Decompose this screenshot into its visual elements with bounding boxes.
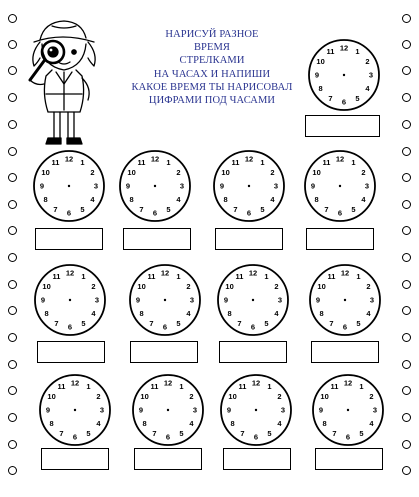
clock-numeral: 12 — [340, 268, 350, 278]
instruction-line: НА ЧАСАХ И НАПИШИ — [153, 68, 271, 80]
clock-center-dot — [154, 185, 156, 187]
clock-numeral: 2 — [277, 392, 282, 402]
clock-numeral: 6 — [152, 208, 158, 218]
clock-numeral: 6 — [345, 432, 351, 442]
clock-numeral: 1 — [267, 382, 272, 392]
clock-numeral: 10 — [140, 392, 149, 402]
punch-hole — [402, 386, 411, 395]
clock-numeral: 4 — [369, 419, 374, 429]
punch-hole — [8, 306, 17, 315]
clock-numeral: 4 — [274, 309, 279, 319]
clock-face — [129, 264, 201, 336]
clock-numeral: 6 — [342, 322, 348, 332]
clock-numeral: 3 — [372, 405, 378, 415]
clock-numeral: 10 — [317, 282, 326, 292]
answer-box[interactable] — [35, 228, 103, 250]
clock-numeral: 11 — [322, 158, 331, 168]
clock-center-dot — [252, 299, 254, 301]
clock-face — [308, 39, 380, 111]
clock-numeral: 2 — [270, 168, 275, 178]
clock-numeral: 1 — [355, 47, 360, 57]
punch-hole — [8, 360, 17, 369]
clock-numeral: 7 — [233, 205, 238, 214]
punch-hole — [8, 40, 17, 49]
clock-numeral: 11 — [326, 47, 335, 57]
clock-numeral: 1 — [356, 272, 361, 282]
clock-numeral: 11 — [51, 158, 60, 168]
clock-center-dot — [74, 409, 76, 411]
clock-numeral: 7 — [139, 205, 144, 214]
clock-numeral: 7 — [149, 319, 154, 328]
clock-numeral: 12 — [343, 378, 353, 388]
clock-numeral: 6 — [66, 208, 72, 218]
clock-numeral: 5 — [267, 429, 272, 438]
clock-numeral: 12 — [163, 378, 173, 388]
clock-numeral: 9 — [40, 295, 46, 305]
clock-face — [132, 374, 204, 446]
clock-numeral: 9 — [226, 405, 232, 415]
clock-numeral: 1 — [179, 382, 184, 392]
clock-numeral: 8 — [223, 195, 228, 205]
clock-numeral: 10 — [312, 168, 321, 178]
clock-numeral: 6 — [253, 432, 259, 442]
clock-numeral: 4 — [186, 309, 191, 319]
clock-face — [213, 150, 285, 222]
answer-box[interactable] — [315, 448, 383, 470]
clock-numeral: 11 — [231, 158, 240, 168]
clock-center-dot — [69, 299, 71, 301]
clock-numeral: 9 — [310, 181, 316, 191]
clock-numeral: 7 — [59, 429, 64, 438]
clock-numeral: 6 — [250, 322, 256, 332]
punch-hole — [8, 413, 17, 422]
clock-numeral: 2 — [274, 282, 279, 292]
clock-numeral: 8 — [322, 419, 327, 429]
clock-center-dot — [248, 185, 250, 187]
clock-numeral: 11 — [52, 272, 61, 282]
clock-numeral: 2 — [365, 57, 370, 67]
clock-numeral: 7 — [328, 94, 333, 103]
clock-numeral: 5 — [356, 319, 361, 328]
clock-numeral: 6 — [72, 432, 78, 442]
clock-numeral: 5 — [179, 429, 184, 438]
clock-numeral: 9 — [138, 405, 144, 415]
clock-numeral: 5 — [81, 319, 86, 328]
punch-hole — [402, 93, 411, 102]
clock-face — [220, 374, 292, 446]
punch-hole — [402, 226, 411, 235]
clock-numeral: 8 — [129, 195, 134, 205]
answer-box[interactable] — [134, 448, 202, 470]
punch-hole — [8, 386, 17, 395]
clock-numeral: 3 — [364, 181, 370, 191]
clock-numeral: 10 — [41, 168, 50, 178]
instruction-line: НАРИСУЙ РАЗНОЕ — [165, 29, 259, 40]
clock-numeral: 5 — [176, 319, 181, 328]
clock-numeral: 5 — [359, 429, 364, 438]
answer-box[interactable] — [219, 341, 287, 363]
punch-hole — [402, 333, 411, 342]
punch-hole — [8, 200, 17, 209]
answer-box[interactable] — [41, 448, 109, 470]
punch-hole — [402, 253, 411, 262]
clock-numeral: 3 — [368, 70, 374, 80]
clock-numeral: 10 — [47, 392, 56, 402]
clock-numeral: 6 — [246, 208, 252, 218]
instruction-line: ЦИФРАМИ ПОД ЧАСАМИ — [148, 95, 276, 107]
clock-numeral: 9 — [223, 295, 229, 305]
punch-hole — [8, 440, 17, 449]
instruction-text — [122, 28, 302, 107]
clock-numeral: 11 — [238, 382, 247, 392]
clock-numeral: 3 — [369, 295, 375, 305]
clock-face — [34, 264, 106, 336]
clock-numeral: 1 — [359, 382, 364, 392]
clock-numeral: 8 — [318, 84, 323, 94]
punch-hole — [402, 40, 411, 49]
clock-numeral: 10 — [320, 392, 329, 402]
clock-numeral: 7 — [324, 205, 329, 214]
punch-hole — [402, 413, 411, 422]
punch-hole — [8, 173, 17, 182]
clock-numeral: 7 — [240, 429, 245, 438]
clock-numeral: 2 — [186, 282, 191, 292]
clock-numeral: 5 — [351, 205, 356, 214]
instruction-line: ВРЕМЯ — [193, 42, 231, 54]
clock-numeral: 1 — [166, 158, 171, 168]
answer-box[interactable] — [123, 228, 191, 250]
punch-hole — [402, 280, 411, 289]
instruction-line: СТРЕЛКАМИ — [179, 55, 245, 67]
punch-hole — [402, 147, 411, 156]
clock-face — [39, 374, 111, 446]
clock-center-dot — [344, 299, 346, 301]
punch-hole — [8, 226, 17, 235]
clock-numeral: 9 — [318, 405, 324, 415]
clock-numeral: 5 — [86, 429, 91, 438]
clock-numeral: 11 — [57, 382, 66, 392]
clock-numeral: 3 — [99, 405, 105, 415]
clock-numeral: 8 — [49, 419, 54, 429]
detective-girl-illustration — [22, 14, 112, 154]
punch-hole — [8, 466, 17, 475]
clock-numeral: 7 — [237, 319, 242, 328]
clock-numeral: 8 — [139, 309, 144, 319]
clock-numeral: 2 — [91, 282, 96, 292]
clock-numeral: 6 — [337, 208, 343, 218]
clock-numeral: 2 — [96, 392, 101, 402]
clock-numeral: 12 — [244, 154, 254, 164]
clock-numeral: 6 — [162, 322, 168, 332]
clock-numeral: 11 — [137, 158, 146, 168]
punch-hole — [402, 306, 411, 315]
clock-numeral: 2 — [176, 168, 181, 178]
clock-numeral: 1 — [351, 158, 356, 168]
clock-numeral: 9 — [135, 295, 141, 305]
punch-hole — [8, 333, 17, 342]
clock-numeral: 8 — [44, 309, 49, 319]
clock-numeral: 9 — [315, 295, 321, 305]
clock-center-dot — [255, 409, 257, 411]
clock-numeral: 7 — [152, 429, 157, 438]
clock-numeral: 12 — [251, 378, 261, 388]
clock-numeral: 10 — [137, 282, 146, 292]
clock-numeral: 3 — [179, 181, 185, 191]
clock-face — [309, 264, 381, 336]
punch-hole — [402, 14, 411, 23]
punch-hole — [8, 93, 17, 102]
answer-box[interactable] — [311, 341, 379, 363]
clock-numeral: 10 — [127, 168, 136, 178]
clock-numeral: 7 — [329, 319, 334, 328]
punch-hole — [402, 200, 411, 209]
answer-box[interactable] — [306, 228, 374, 250]
clock-numeral: 4 — [96, 419, 101, 429]
clock-numeral: 3 — [189, 295, 195, 305]
clock-numeral: 10 — [42, 282, 51, 292]
clock-numeral: 5 — [80, 205, 85, 214]
clock-numeral: 12 — [339, 43, 349, 53]
punch-hole — [8, 66, 17, 75]
clock-numeral: 2 — [189, 392, 194, 402]
clock-numeral: 1 — [86, 382, 91, 392]
clock-numeral: 7 — [332, 429, 337, 438]
clock-numeral: 3 — [93, 181, 99, 191]
punch-hole — [402, 66, 411, 75]
clock-numeral: 9 — [39, 181, 45, 191]
clock-numeral: 12 — [248, 268, 258, 278]
answer-box[interactable] — [130, 341, 198, 363]
clock-numeral: 9 — [314, 70, 320, 80]
clock-numeral: 10 — [316, 57, 325, 67]
clock-numeral: 7 — [53, 205, 58, 214]
clock-numeral: 4 — [365, 84, 370, 94]
clock-numeral: 1 — [260, 158, 265, 168]
instruction-line: КАКОЕ ВРЕМЯ ТЫ НАРИСОВАЛ — [131, 81, 293, 93]
clock-numeral: 8 — [314, 195, 319, 205]
clock-numeral: 6 — [165, 432, 171, 442]
clock-numeral: 9 — [219, 181, 225, 191]
clock-center-dot — [347, 409, 349, 411]
clock-numeral: 4 — [361, 195, 366, 205]
clock-numeral: 11 — [327, 272, 336, 282]
clock-numeral: 1 — [81, 272, 86, 282]
clock-center-dot — [167, 409, 169, 411]
clock-numeral: 4 — [176, 195, 181, 205]
clock-numeral: 10 — [228, 392, 237, 402]
clock-numeral: 12 — [65, 268, 75, 278]
clock-numeral: 9 — [125, 181, 131, 191]
clock-numeral: 9 — [45, 405, 51, 415]
clock-numeral: 12 — [70, 378, 80, 388]
clock-numeral: 6 — [341, 97, 347, 107]
punch-hole — [8, 120, 17, 129]
punch-hole — [402, 120, 411, 129]
clock-numeral: 1 — [264, 272, 269, 282]
clock-numeral: 4 — [277, 419, 282, 429]
clock-numeral: 4 — [270, 195, 275, 205]
clock-center-dot — [343, 74, 345, 76]
clock-numeral: 6 — [67, 322, 73, 332]
clock-numeral: 3 — [192, 405, 198, 415]
clock-face — [217, 264, 289, 336]
punch-hole — [402, 360, 411, 369]
clock-numeral: 11 — [150, 382, 159, 392]
punch-hole — [8, 253, 17, 262]
punch-hole — [8, 147, 17, 156]
clock-numeral: 5 — [166, 205, 171, 214]
clock-center-dot — [339, 185, 341, 187]
clock-face — [119, 150, 191, 222]
clock-face — [33, 150, 105, 222]
answer-box[interactable] — [215, 228, 283, 250]
clock-numeral: 5 — [260, 205, 265, 214]
clock-numeral: 4 — [91, 309, 96, 319]
clock-numeral: 11 — [330, 382, 339, 392]
clock-numeral: 1 — [176, 272, 181, 282]
clock-numeral: 12 — [335, 154, 345, 164]
answer-box[interactable] — [37, 341, 105, 363]
clock-numeral: 11 — [147, 272, 156, 282]
clock-numeral: 5 — [264, 319, 269, 328]
clock-numeral: 8 — [230, 419, 235, 429]
clock-numeral: 8 — [43, 195, 48, 205]
clock-numeral: 8 — [227, 309, 232, 319]
clock-numeral: 11 — [235, 272, 244, 282]
clock-numeral: 3 — [280, 405, 286, 415]
clock-numeral: 8 — [142, 419, 147, 429]
clock-numeral: 4 — [90, 195, 95, 205]
punch-hole — [402, 173, 411, 182]
punch-hole — [8, 14, 17, 23]
clock-center-dot — [164, 299, 166, 301]
clock-numeral: 2 — [90, 168, 95, 178]
clock-numeral: 12 — [150, 154, 160, 164]
clock-numeral: 12 — [64, 154, 74, 164]
clock-numeral: 4 — [189, 419, 194, 429]
clock-numeral: 12 — [160, 268, 170, 278]
clock-center-dot — [68, 185, 70, 187]
clock-numeral: 2 — [369, 392, 374, 402]
clock-numeral: 8 — [319, 309, 324, 319]
clock-numeral: 2 — [361, 168, 366, 178]
answer-box[interactable] — [223, 448, 291, 470]
clock-numeral: 4 — [366, 309, 371, 319]
punch-hole — [402, 440, 411, 449]
clock-numeral: 3 — [273, 181, 279, 191]
clock-numeral: 10 — [221, 168, 230, 178]
clock-face — [312, 374, 384, 446]
clock-face — [304, 150, 376, 222]
punch-hole — [8, 280, 17, 289]
punch-hole — [402, 466, 411, 475]
clock-numeral: 5 — [355, 94, 360, 103]
clock-numeral: 2 — [366, 282, 371, 292]
clock-numeral: 10 — [225, 282, 234, 292]
clock-numeral: 3 — [277, 295, 283, 305]
clock-numeral: 7 — [54, 319, 59, 328]
answer-box[interactable] — [305, 115, 380, 137]
clock-numeral: 3 — [94, 295, 100, 305]
clock-numeral: 1 — [80, 158, 85, 168]
